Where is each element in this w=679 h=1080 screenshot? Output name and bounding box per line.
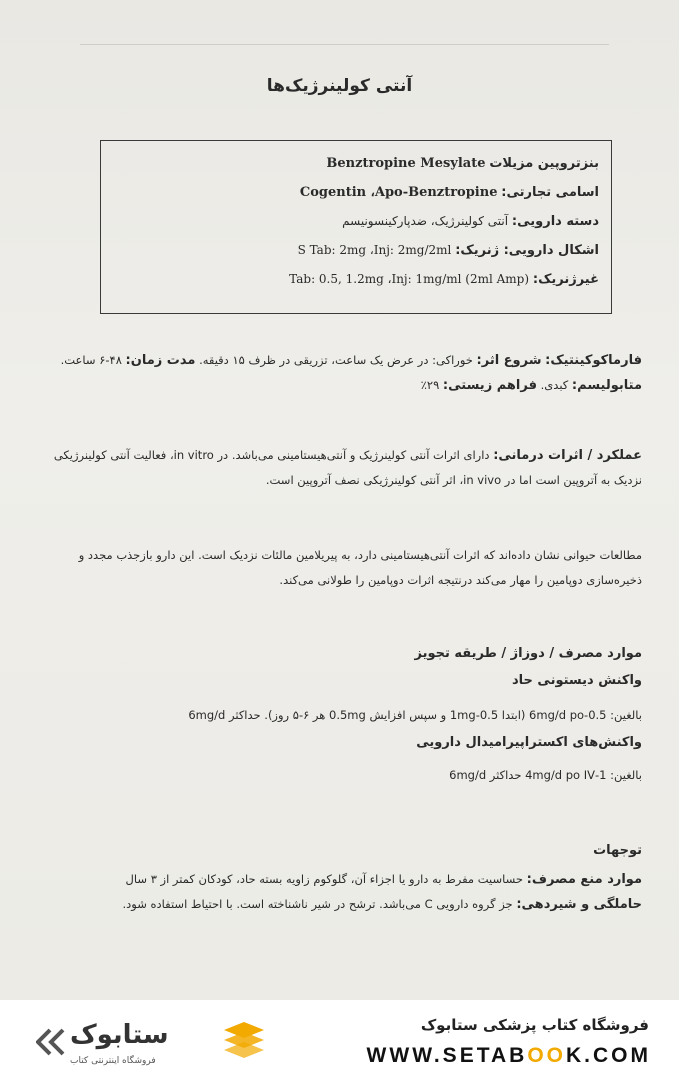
action-section: [30, 443, 642, 493]
double-chevron-icon: [36, 1028, 66, 1056]
pharmacokinetics-section: [30, 348, 642, 398]
nongeneric-label: غیرژنریک:: [532, 272, 599, 287]
pk-label: فارماکوکینتیک:: [545, 353, 642, 368]
contraindications: [30, 867, 642, 892]
pregnancy-lactation: [30, 892, 642, 917]
action-paragraph-2: مطالعات حیوانی نشان داده‌اند که اثرات آنتی‌هیستامینی دارد، به پیریلامین مالئات نزدیک است. این دارو بازجذب مجدد و ذخیره‌سازی دوپامین را مهار می‌کند درنتیجه اثرات دوپامین را طولانی می‌کند.: [78, 548, 642, 587]
pregnancy-label: حاملگی و شیردهی:: [516, 897, 642, 912]
contra-text: حساسیت مفرط به دارو یا اجزاء آن، گلوکوم زاویه بسته حاد، کودکان کمتر از ۳ سال: [125, 872, 523, 886]
metabolism-text: کبدی.: [540, 378, 569, 392]
pregnancy-text: جز گروه دارویی C می‌باشد. ترشح در شیر ناشناخته است. با احتیاط استفاده شود.: [122, 897, 513, 911]
url-part-2: K.COM: [566, 1044, 651, 1067]
eps-heading: واکنش‌های اکستراپیرامیدال دارویی: [416, 735, 642, 750]
brand-names-line: [113, 178, 599, 207]
bioavailability-text: ۲۹٪: [420, 378, 440, 392]
drug-info-box: [100, 140, 612, 314]
uses-section: [30, 640, 642, 789]
onset-label: شروع اثر:: [476, 353, 542, 368]
store-banner: [0, 1000, 679, 1080]
drug-name-en: Benztropine Mesylate: [326, 156, 486, 171]
duration-label: مدت زمان:: [125, 353, 196, 368]
forms-label: اشکال دارویی: ژنریک:: [455, 243, 599, 258]
metabolism-label: متابولیسم:: [571, 378, 642, 393]
drug-name-line: [113, 149, 599, 178]
url-accent-o-1: O: [527, 1044, 547, 1067]
class-value: آنتی کولینرژیک، ضدپارکینسونیسم: [342, 214, 509, 228]
onset-text: خوراکی: در عرض یک ساعت، تزریقی در ظرف ۱۵ دقیقه.: [199, 353, 473, 367]
contra-label: موارد منع مصرف:: [526, 872, 642, 887]
action-paragraph-1: دارای اثرات آنتی کولینرژیک و آنتی‌هیستامینی می‌باشد. در in vitro، فعالیت آنتی کولینرژیکی نزدیک به آتروپین است اما در in vivo، اثر آنتی کولینرژیکی نصف آتروپین است.: [53, 448, 642, 487]
acute-dystonia-heading: واکنش دیستونی حاد: [511, 673, 642, 688]
notes-section: [30, 838, 642, 917]
page-title: آنتی کولینرژیک‌ها: [266, 76, 413, 96]
url-part-1: WWW.SETAB: [366, 1044, 528, 1067]
nongeneric-line: [113, 265, 599, 294]
brand-value: Cogentin ،Apo-Benztropine: [299, 185, 498, 200]
class-label: دسته دارویی:: [511, 214, 599, 229]
logo-tagline: فروشگاه اینترنتی کتاب: [70, 1056, 156, 1066]
store-url[interactable]: [367, 1044, 651, 1068]
url-accent-o-2: O: [546, 1044, 566, 1067]
forms-line: [113, 236, 599, 265]
duration-text: ۴۸-۶ ساعت.: [60, 353, 122, 367]
action-label: عملکرد / اثرات درمانی:: [493, 448, 642, 463]
bioavailability-label: فراهم زیستی:: [442, 378, 537, 393]
acute-dystonia-dose: بالغین: 0.5-6mg/d po (ابتدا 0.5-1mg و سپس افزایش 0.5mg هر ۶-۵ روز). حداکثر 6mg/d: [188, 708, 642, 722]
brand-label: اسامی تجارتی:: [501, 185, 599, 200]
store-name: فروشگاه کتاب پزشکی ستابوک: [420, 1016, 649, 1034]
running-header: [80, 28, 609, 45]
notes-heading: توجهات: [593, 843, 642, 858]
uses-heading: موارد مصرف / دوزاژ / طریقه تجویز: [414, 646, 642, 661]
book-stack-icon: [220, 1020, 268, 1066]
logo-wordmark: ستابوک: [70, 1020, 169, 1050]
action-paragraph-2-block: [30, 543, 642, 593]
forms-value: S Tab: 2mg ،Inj: 2mg/2ml: [297, 243, 452, 257]
drug-name-fa: بنزتروپین مزیلات: [489, 156, 599, 171]
nongeneric-value: Tab: 0.5, 1.2mg ،Inj: 1mg/ml (2ml Amp): [289, 272, 530, 286]
store-logo[interactable]: [30, 1012, 280, 1072]
drug-class-line: [113, 207, 599, 236]
eps-dose: بالغین: 1-4mg/d po IV حداکثر 6mg/d: [449, 768, 642, 782]
